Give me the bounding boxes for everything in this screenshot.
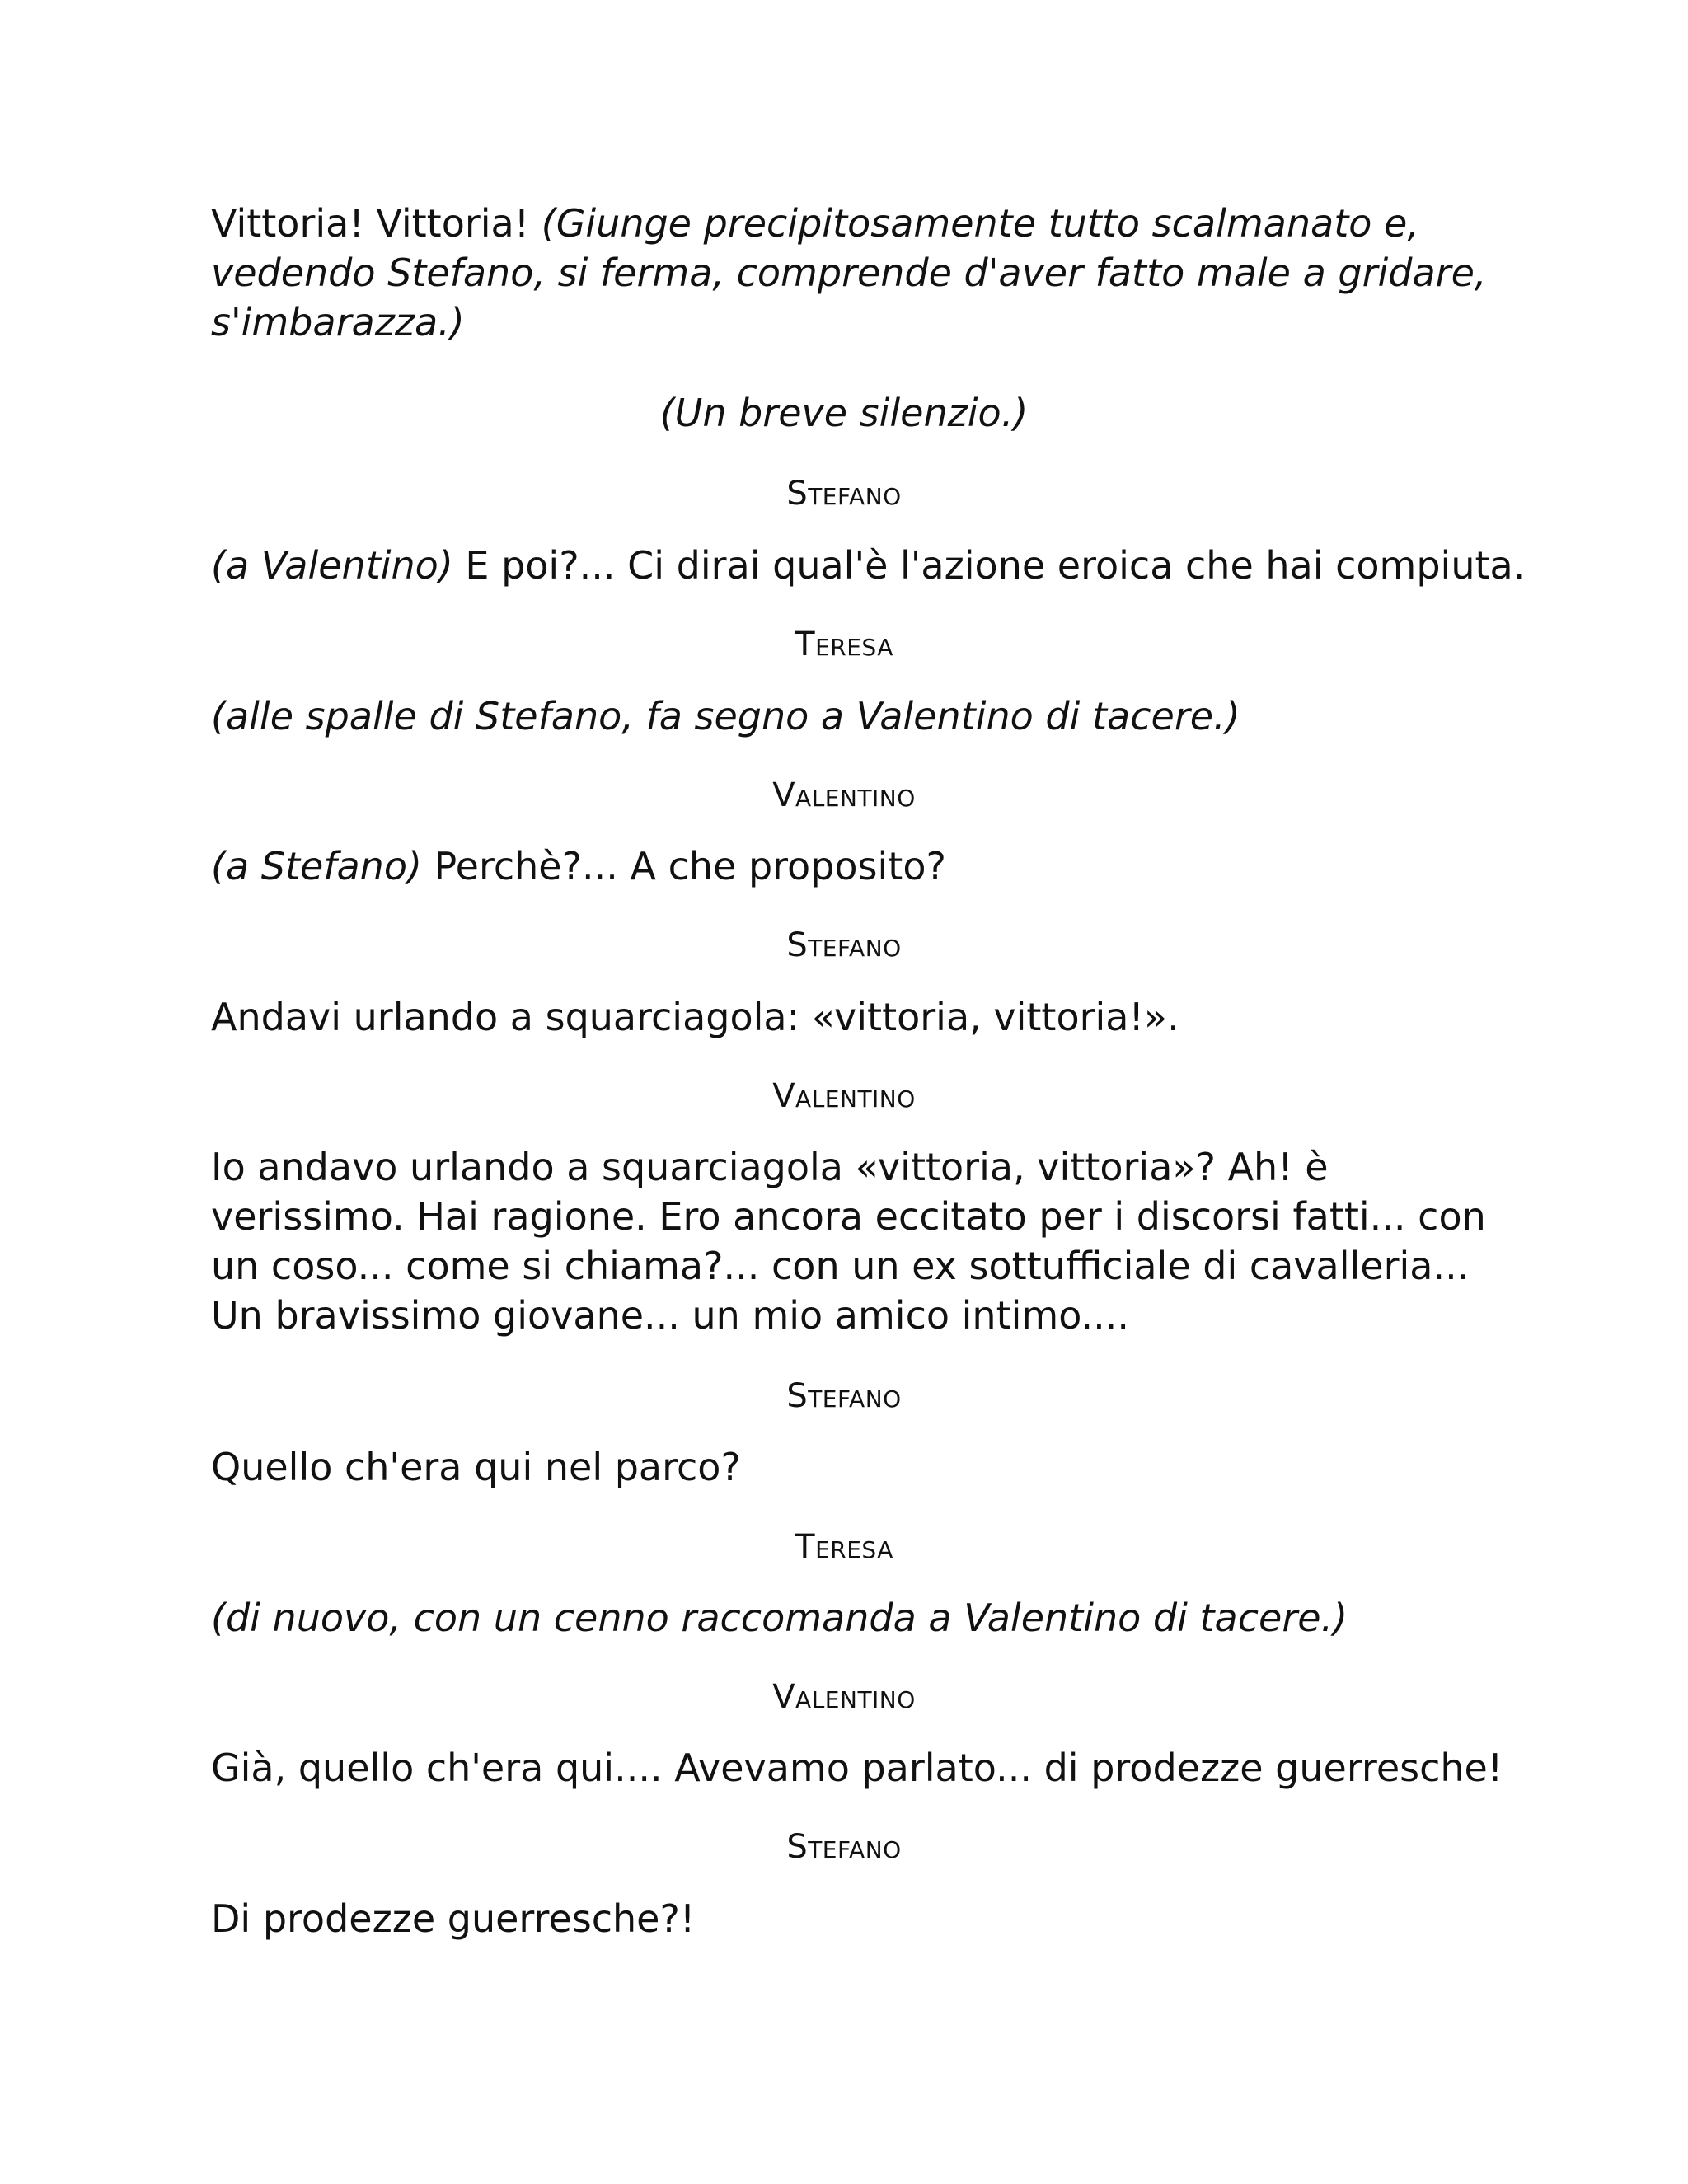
dialogue-block [211,541,1526,590]
dialogue-line: un coso... come si chiama?... con un ex sottufficiale di cavalleria... [211,1244,1470,1288]
speaker-name: Valentino [772,1077,916,1115]
dialogue-line: Un bravissimo giovane... un mio amico intimo.... [211,1293,1130,1338]
dialogue-line: Io andavo urlando a squarciagola «vittoria, vittoria»? Ah! è [211,1145,1329,1189]
dialogue-block [211,1142,1497,1340]
dialogue-text: Perchè?... A che proposito? [421,844,946,888]
dialogue-line: verissimo. Hai ragione. Ero ancora eccitato per i discorsi fatti... con [211,1194,1486,1239]
stage-direction: (a Valentino) [211,543,453,588]
speaker-name: Teresa [795,626,893,663]
speaker-name: Stefano [786,475,902,513]
dialogue-text: Vittoria! Vittoria! [211,201,542,246]
speaker-name: Stefano [786,1377,902,1415]
dialogue-block [211,841,1497,891]
dialogue-opening [211,199,1497,347]
stage-direction: (Giunge precipitosamente tutto scalmanato e, [541,201,1419,246]
dialogue-text: Quello ch'era qui nel parco? [211,1445,741,1489]
dialogue-line [211,199,1497,248]
stage-direction: (di nuovo, con un cenno raccomanda a Valentino di tacere.) [211,1596,1348,1640]
speaker-name: Valentino [772,776,916,814]
speaker-name: Stefano [786,1828,902,1866]
stage-direction: (a Stefano) [211,844,422,888]
stage-direction: s'imbarazza.) [211,300,465,344]
speaker-name: Teresa [795,1528,893,1566]
stage-direction: (alle spalle di Stefano, fa segno a Valentino di tacere.) [211,694,1240,738]
dialogue-text: E poi?... Ci dirai qual'è l'azione eroica che hai compiuta. [452,543,1526,588]
stage-direction-centered: (Un breve silenzio.) [659,391,1029,435]
dialogue-text: Andavi urlando a squarciagola: «vittoria, vittoria!». [211,995,1179,1039]
speaker-name: Stefano [786,926,902,964]
stage-direction: vedendo Stefano, si ferma, comprende d'aver fatto male a gridare, [211,251,1487,295]
speaker-name: Valentino [772,1678,916,1716]
dialogue-text: Già, quello ch'era qui.... Avevamo parlato... di prodezze guerresche! [211,1746,1503,1790]
dialogue-text: Di prodezze guerresche?! [211,1896,696,1941]
